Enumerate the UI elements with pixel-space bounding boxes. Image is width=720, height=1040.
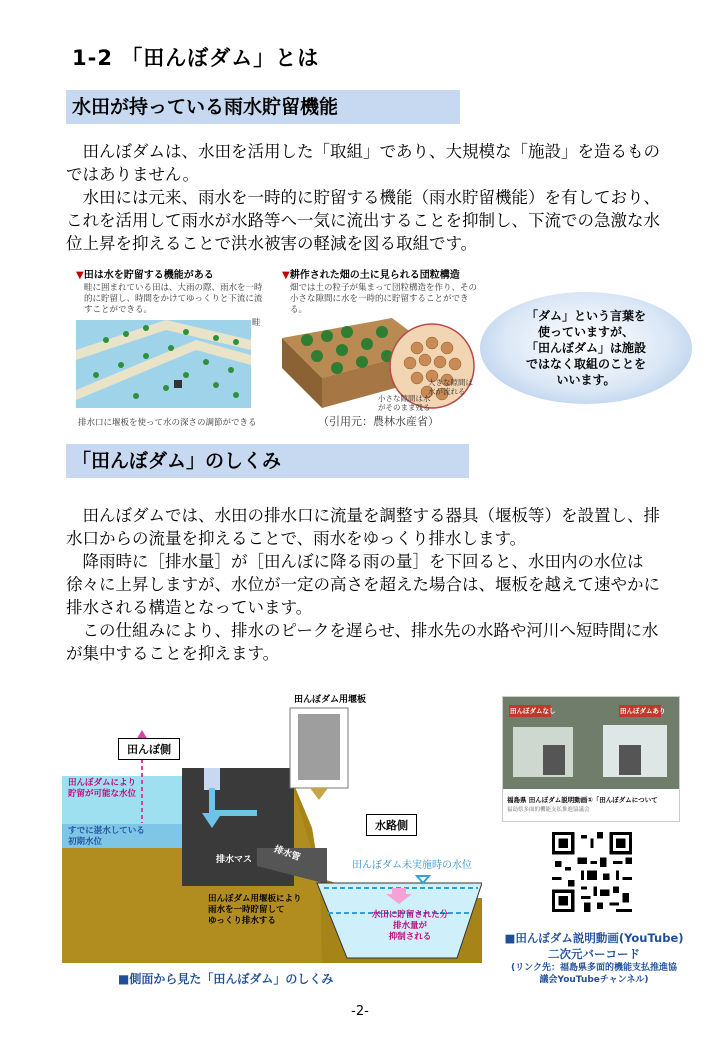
large-gap-label: 大きな隙間は水が流れる	[428, 378, 473, 396]
section-heading-mechanism: 「田んぼダム」のしくみ	[66, 444, 469, 478]
paragraph: この仕組みにより、排水のピークを遅らせ、排水先の水路や河川へ短時間に水が集中することを抑えます。	[66, 621, 659, 663]
drain-box-label: 排水マス	[216, 855, 253, 865]
qr-code[interactable]	[552, 832, 632, 912]
page-number: -2-	[351, 1004, 369, 1019]
callout-text: 「ダム」という言葉を 使っていますが、 「田んぼダム」は施設 ではなく取組のことを いいます。	[525, 309, 646, 387]
source-citation: （引用元：農林水産省）	[318, 415, 439, 428]
suppressed-label: 水田に貯留された分 排水量が 抑制される	[371, 910, 449, 942]
paddy-illustration	[76, 320, 264, 410]
link-caption: (リンク先：福島県多面的機能支払推進協 議会YouTubeチャンネル)	[511, 963, 677, 985]
thumb-banner-left: 田んぼダムなし	[510, 707, 556, 715]
video-thumbnail[interactable]	[502, 696, 680, 822]
not-implemented-level-label: 田んぼダム未実施時の水位	[352, 860, 472, 871]
qr-caption: 二次元バーコード	[548, 947, 640, 961]
paddy-figure-desc: 畦に囲まれている田は、大雨の際、雨水を一時的に貯留し、時間をかけてゆっくりと下流に流すことができる。	[84, 283, 263, 315]
paragraph: 降雨時に［排水量］が［田んぼに降る雨の量］を下回ると、水田内の水位は徐々に上昇しますが、水位が一定の高さを超えた場合は、堰板を越えて速やかに排水される構造となっています。	[66, 552, 660, 617]
video-title: 福島県 田んぼダム説明動画①「田んぼダムについて	[507, 796, 658, 804]
paddy-figure	[76, 266, 264, 426]
paddy-figure-caption: 排水口に堰板を使って水の深さの調節ができる	[78, 418, 257, 428]
thumb-banner-right: 田んぼダムあり	[620, 707, 666, 715]
page-title: 1-2 「田んぼダム」とは	[72, 46, 320, 70]
paragraph: 田んぼダムでは、水田の排水口に流量を調整する器具（堰板等）を設置し、排水口からの流量を抑えることで、雨水をゆっくり排水します。	[66, 506, 660, 548]
drain-pipe-label: 排水管	[272, 844, 302, 864]
levee-label: 畦	[252, 318, 261, 328]
soil-figure-desc: 畑では土の粒子が集まって団粒構造を作り、その小さな隙間に水を一時的に貯留することができる。	[290, 283, 478, 315]
paddy-side-label: 田んぼ側	[118, 738, 180, 760]
paragraph: 田んぼダムは、水田を活用した「取組」であり、大規模な「施設」を造るものではありません。	[66, 142, 660, 184]
video-channel: 福島県多面的機能支払推進協議会	[507, 807, 590, 813]
initial-level-label: すでに湛水している 初期水位	[68, 826, 145, 847]
video-caption: ■田んぼダム説明動画(YouTube)	[504, 931, 684, 945]
small-gap-label: 小さな隙間は水がそのまま残る	[378, 394, 431, 412]
section-heading-storage: 水田が持っている雨水貯留機能	[66, 90, 460, 124]
mechanism-diagram	[62, 688, 482, 986]
section2-body	[66, 504, 666, 665]
paragraph: 水田には元来、雨水を一時的に貯留する機能（雨水貯留機能）を有しており、これを活用して雨水が水路等へ一気に流出することを抑制し、下流での急激な水位上昇を抑えることで洪水被害の軽減を図る取組です。	[66, 188, 660, 253]
storable-level-label: 田んぼダムにより 貯留が可能な水位	[68, 778, 137, 799]
callout-bubble	[480, 292, 692, 404]
seki-board-label: 田んぼダム用堰板	[294, 695, 367, 705]
paddy-figure-title: ▼田は水を貯留する機能がある	[76, 270, 214, 281]
qr-code-image	[552, 832, 632, 912]
waterway-side-label: 水路側	[366, 814, 417, 836]
soil-figure-title: ▼耕作された畑の土に見られる団粒構造	[282, 270, 460, 281]
board-explain-label: 田んぼダム用堰板により 雨水を一時貯留して ゆっくり排水する	[208, 894, 302, 926]
section1-body	[66, 140, 666, 255]
soil-figure	[282, 266, 478, 426]
diagram-caption: ■側面から見た「田んぼダム」のしくみ	[118, 972, 334, 986]
